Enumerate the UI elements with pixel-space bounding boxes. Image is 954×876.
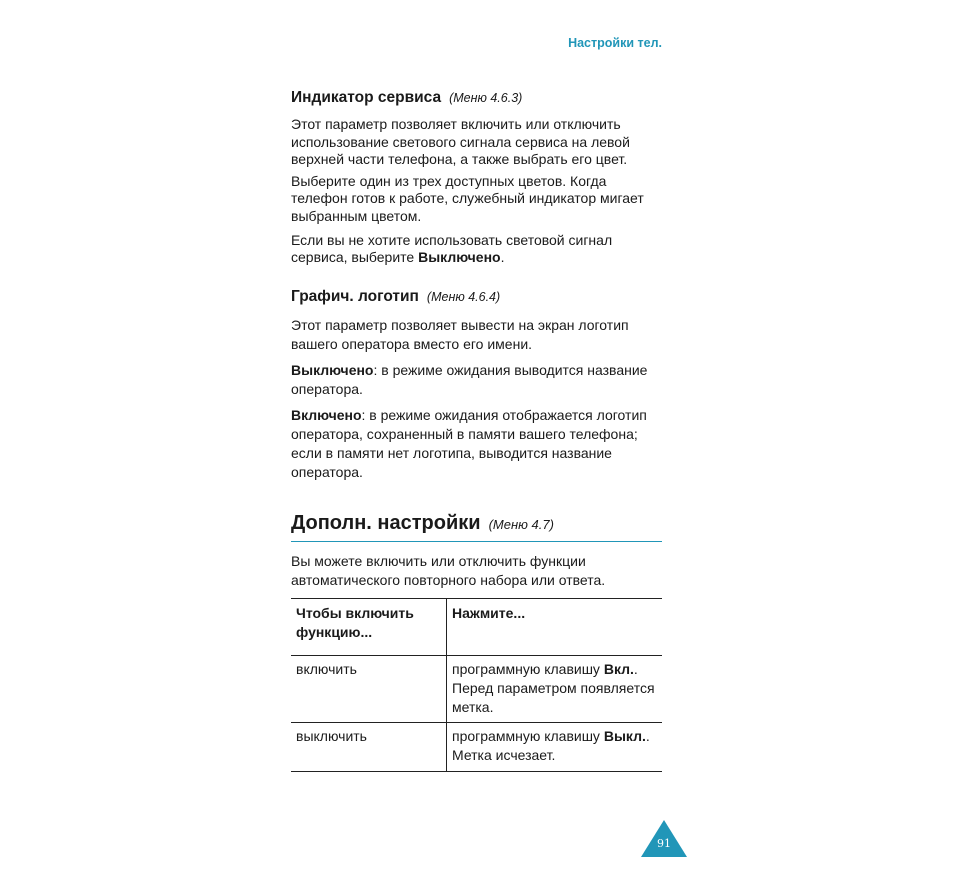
- heading-text: Дополн. настройки: [291, 511, 481, 534]
- menu-reference: (Меню 4.7): [488, 516, 554, 532]
- menu-reference: (Меню 4.6.3): [449, 91, 523, 105]
- table-cell-instruction: [447, 655, 663, 722]
- cell-text: . Перед параметром появляется метка.: [452, 660, 655, 715]
- page-content: [291, 88, 662, 772]
- table-header-cell: Чтобы включить функцию...: [291, 598, 447, 655]
- function-table: [291, 598, 662, 772]
- paragraph: Выберите один из трех доступных цветов. Когда телефон готов к работе, служебный индикатор мигает выбранным цветом.: [291, 172, 644, 224]
- bold-term: Выключено: [418, 249, 501, 266]
- bold-term: Включено: [291, 406, 362, 423]
- paragraph-text: .: [500, 249, 505, 266]
- paragraph: [291, 406, 662, 482]
- table-cell-instruction: [447, 722, 663, 771]
- heading-text: Графич. логотип: [291, 287, 419, 305]
- table-row: [291, 722, 662, 771]
- section-heading-graphic-logo: [291, 287, 662, 307]
- paragraph: [291, 361, 662, 399]
- cell-text: программную клавишу: [452, 727, 604, 744]
- heading-text: Индикатор сервиса: [291, 89, 442, 106]
- running-header: Настройки тел.: [568, 36, 662, 50]
- paragraph-text: Если вы не хотите использовать световой сигнал сервиса, выберите: [291, 231, 613, 266]
- bold-term: Выключено: [291, 361, 374, 378]
- paragraph: Этот параметр позволяет вывести на экран логотип вашего оператора вместо его имени.: [291, 316, 629, 352]
- softkey-label: Вкл.: [603, 660, 634, 677]
- paragraph: Вы можете включить или отключить функции автоматического повторного набора или ответа.: [291, 552, 606, 588]
- page-number-badge: [641, 820, 687, 857]
- table-header-row: [291, 598, 662, 655]
- table-cell-action: включить: [291, 655, 447, 722]
- table-cell-action: выключить: [291, 722, 447, 771]
- paragraph: Этот параметр позволяет включить или отключить использование светового сигнала сервиса на левой верхней части телефона, а также выбрать его цвет.: [291, 116, 630, 168]
- table-row: [291, 655, 662, 722]
- page-number: 91: [657, 837, 671, 850]
- section-heading-service-indicator: [291, 88, 662, 108]
- cell-text: . Метка исчезает.: [452, 727, 650, 763]
- cell-text: программную клавишу: [452, 660, 604, 677]
- paragraph-text: : в режиме ожидания выводится название оператора.: [291, 361, 648, 397]
- paragraph: [291, 232, 662, 267]
- section-heading-additional-settings: [291, 510, 662, 542]
- menu-reference: (Меню 4.6.4): [426, 289, 501, 304]
- softkey-label: Выкл.: [603, 727, 646, 744]
- paragraph-text: : в режиме ожидания отображается логотип оператора, сохраненный в памяти вашего телефона; если в памяти нет логотипа, выводится название оператора.: [291, 406, 647, 480]
- table-header-cell: Нажмите...: [452, 604, 526, 621]
